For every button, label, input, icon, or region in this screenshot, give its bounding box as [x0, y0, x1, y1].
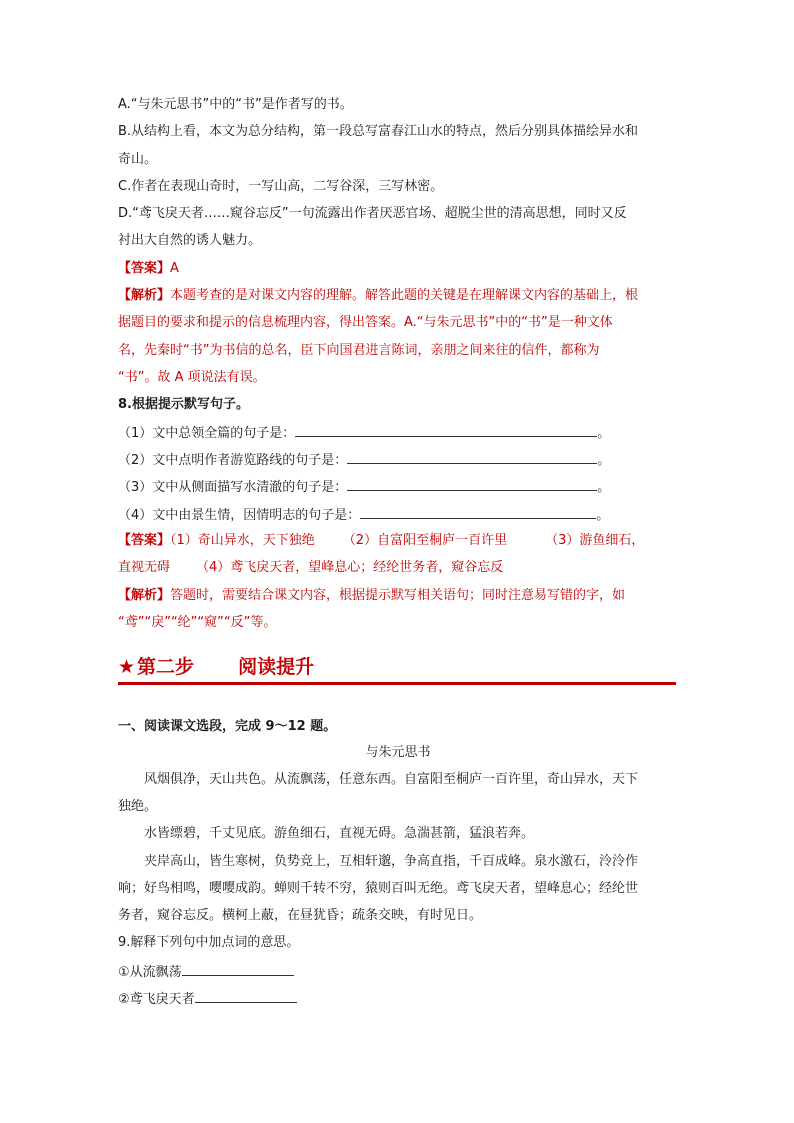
star-icon: ★	[118, 656, 136, 678]
passage-p3-line3: 务者，窥谷忘反。横柯上蔽，在昼犹昏；疏条交映，有时见日。	[118, 908, 483, 923]
q7-analysis-line4: “书”。故 A 项说法有误。	[118, 370, 266, 385]
q8-prompt-1: （1）文中总领全篇的句子是： 。	[118, 423, 610, 443]
step-two-heading	[118, 652, 314, 679]
q8-analysis-line2: “鸢”“戾”“纶”“窥”“反”等。	[118, 615, 277, 630]
q7-option-a: A.“与朱元思书”中的“书”是作者写的书。	[118, 97, 353, 112]
q8-prompt-2: （2）文中点明作者游览路线的句子是： 。	[118, 450, 610, 470]
q7-option-b-line2: 奇山。	[118, 152, 158, 167]
passage-p1-line1: 风烟俱净，天山共色。从流飘荡，任意东西。自富阳至桐庐一百许里，奇山异水，天下	[144, 772, 639, 787]
step-label: 第二步	[137, 656, 195, 678]
q7-option-d-line2: 衬出大自然的诱人魅力。	[118, 233, 262, 248]
passage-title: 与朱元思书	[365, 745, 431, 760]
q8-prompt-4: （4）文中由景生情，因情明志的句子是： 。	[118, 505, 609, 525]
answer-blank[interactable]	[347, 450, 597, 464]
q7-analysis-line1: 【解析】本题考查的是对课文内容的理解。解答此题的关键是在理解课文内容的基础上，根	[118, 288, 639, 303]
q8-title: 8.根据提示默写句子。	[118, 397, 249, 412]
q9-item-2: ②鸢飞戾天者	[118, 989, 297, 1009]
q7-option-d-line1: D.“鸢飞戾天者……窥谷忘反”一句流露出作者厌恶官场、超脱尘世的清高思想，同时又反	[118, 206, 627, 221]
answer-blank[interactable]	[295, 423, 597, 437]
passage-p2: 水皆缥碧，千丈见底。游鱼细石，直视无碍。急湍甚箭，猛浪若奔。	[144, 826, 535, 841]
answer-value: A	[170, 261, 179, 276]
analysis-label: 【解析】	[118, 288, 171, 303]
answer-blank[interactable]	[195, 989, 297, 1003]
q8-prompt-3: （3）文中从侧面描写水清澈的句子是： 。	[118, 477, 610, 497]
q8-analysis-line1: 【解析】答题时，需要结合课文内容，根据提示默写相关语句；同时注意易写错的字，如	[118, 588, 626, 603]
q8-answer-line1: 【答案】（1）奇山异水，天下独绝 （2）自富阳至桐庐一百许里 （3）游鱼细石，	[118, 533, 645, 548]
passage-p3-line2: 响；好鸟相鸣，嘤嘤成韵。蝉则千转不穷，猿则百叫无绝。鸢飞戾天者，望峰息心；经纶世	[118, 881, 639, 896]
q7-analysis-line3: 名，先秦时“书”为书信的总名，臣下向国君进言陈词，亲朋之间来往的信件，都称为	[118, 343, 600, 358]
section-divider	[118, 682, 676, 685]
q7-option-c: C.作者在表现山奇时，一写山高，二写谷深，三写林密。	[118, 179, 444, 194]
q8-answer-line2: 直视无碍 （4）鸢飞戾天者，望峰息心；经纶世务者，窥谷忘反	[118, 560, 504, 575]
q9-title: 9.解释下列句中加点词的意思。	[118, 935, 300, 950]
q7-answer	[118, 260, 179, 278]
answer-blank[interactable]	[182, 962, 294, 976]
analysis-label: 【解析】	[118, 588, 171, 603]
reading-section-title: 一、阅读课文选段，完成 9～12 题。	[118, 719, 337, 734]
answer-blank[interactable]	[347, 477, 597, 491]
answer-label: 【答案】	[118, 261, 171, 276]
passage-p3-line1: 夹岸高山，皆生寒树，负势竞上，互相轩邈，争高直指，千百成峰。泉水激石，泠泠作	[144, 854, 639, 869]
passage-p1-line2: 独绝。	[118, 799, 158, 814]
q9-item-1: ①从流飘荡	[118, 962, 294, 982]
answer-label: 【答案】	[118, 533, 171, 548]
q7-analysis-line2: 据题目的要求和提示的信息梳理内容，得出答案。A.“与朱元思书”中的“书”是一种文体	[118, 315, 613, 330]
answer-blank[interactable]	[360, 505, 596, 519]
q7-option-b-line1: B.从结构上看，本文为总分结构，第一段总写富春江山水的特点，然后分别具体描绘异水和	[118, 124, 639, 139]
step-title: 阅读提升	[238, 656, 315, 678]
